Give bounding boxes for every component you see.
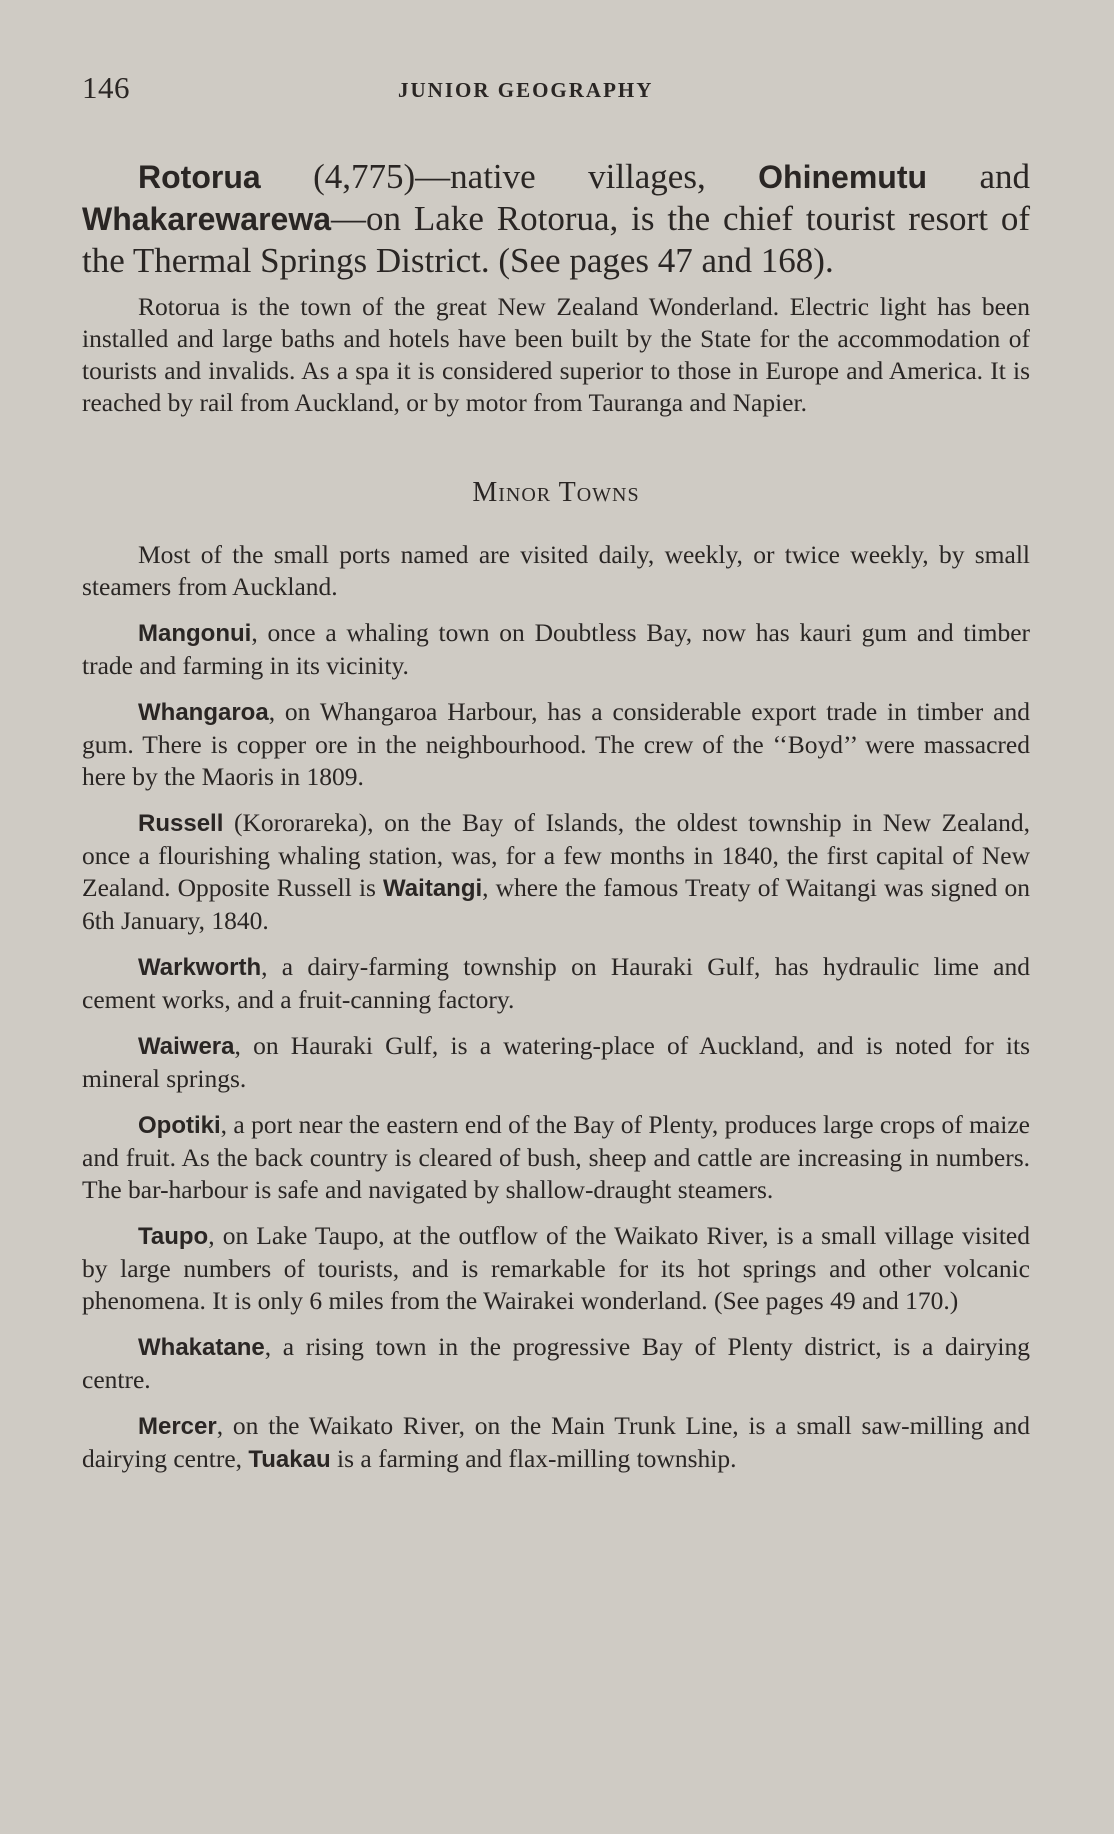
town-name: Waiwera <box>138 1033 235 1060</box>
town-description: , on Hauraki Gulf, is a watering-place of Auckland, and is noted for its mineral springs. <box>82 1031 1030 1093</box>
rotorua-lead-text: —on Lake Rotorua, is the chief tourist resort of the Thermal Springs District. (See pages 47 and 168). <box>82 199 1030 280</box>
town-description: , a dairy-farming township on Hauraki Gulf, has hydraulic lime and cement works, and a fruit-canning factory. <box>82 952 1030 1014</box>
conjunction-text: and <box>979 157 1031 196</box>
minor-towns-intro: Most of the small ports named are visited daily, weekly, or twice weekly, by small steamers from Auckland. <box>82 540 1030 601</box>
town-entry-warkworth <box>82 951 1030 1016</box>
town-entry-whakatane <box>82 1331 1030 1396</box>
running-head <box>82 70 1030 110</box>
town-entry-taupo <box>82 1220 1030 1317</box>
town-description: , on Lake Taupo, at the outflow of the Waikato River, is a small village visited by large numbers of tourists, and is remarkable for its hot springs and other volcanic phenomena. It is only 6 miles from the Wairakei wonderland. (See pages 49 and 170.) <box>82 1221 1030 1315</box>
rotorua-lead-paragraph <box>82 156 1030 281</box>
town-description: , on Whangaroa Harbour, has a considerable export trade in timber and gum. There is copper ore in the neighbourhood. The crew of the ‘‘Boyd’’ were massacred here by the Maoris in 1809. <box>82 697 1030 791</box>
town-name: Mercer <box>138 1413 217 1440</box>
town-name: Mangonui <box>138 620 252 647</box>
town-entry-russell <box>82 807 1030 937</box>
town-description-secondary: is a farming and flax-milling township. <box>330 1444 737 1473</box>
town-name-secondary: Tuakau <box>248 1446 331 1473</box>
town-name: Warkworth <box>138 954 262 981</box>
town-name: Opotiki <box>138 1112 221 1139</box>
town-description: , once a whaling town on Doubtless Bay, now has kauri gum and timber trade and farming in its vicinity. <box>82 618 1030 680</box>
book-title: JUNIOR GEOGRAPHY <box>398 78 654 102</box>
town-name: Whangaroa <box>138 699 269 726</box>
town-name-secondary: Waitangi <box>383 875 483 902</box>
town-entry-whangaroa <box>82 696 1030 793</box>
town-name: Russell <box>138 810 224 837</box>
village-name-ohinemutu: Ohinemutu <box>758 159 928 195</box>
village-name-whakarewarewa: Whakarewarewa <box>82 201 332 237</box>
town-description: , on the Waikato River, on the Main Trunk Line, is a small saw-milling and dairying centre, <box>82 1411 1030 1473</box>
rotorua-description: Rotorua is the town of the great New Zealand Wonderland. Electric light has been installed and large baths and hotels have been built by the State for the accommodation of tourists and invalids. As a spa it is considered superior to those in Europe and America. It is reached by rail from Auckland, or by motor from Tauranga and Napier. <box>82 292 1030 417</box>
town-description-secondary: , where the famous Treaty of Waitangi was signed on 6th January, 1840. <box>82 873 1030 935</box>
town-entry-opotiki <box>82 1109 1030 1206</box>
town-description: , a rising town in the progressive Bay of Plenty district, is a dairying centre. <box>82 1332 1030 1394</box>
town-description: (Kororareka), on the Bay of Islands, the oldest township in New Zealand, once a flourishing whaling station, was, for a few months in 1840, the first capital of New Zealand. Opposite Russell is <box>82 808 1030 902</box>
town-name: Whakatane <box>138 1334 265 1361</box>
town-entry-mangonui <box>82 617 1030 682</box>
town-name: Taupo <box>138 1223 209 1250</box>
town-name-rotorua: Rotorua <box>138 159 261 195</box>
town-description: , a port near the eastern end of the Bay of Plenty, produces large crops of maize and fruit. As the back country is cleared of bush, sheep and cattle are increasing in numbers. The bar-harbour is safe and navigated by shallow-draught steamers. <box>82 1110 1030 1204</box>
town-entry-waiwera <box>82 1030 1030 1095</box>
rotorua-population: (4,775)—native villages, <box>313 157 706 196</box>
town-entry-mercer <box>82 1410 1030 1476</box>
section-heading-minor-towns: Minor Towns <box>472 477 640 508</box>
page-number: 146 <box>82 70 130 105</box>
